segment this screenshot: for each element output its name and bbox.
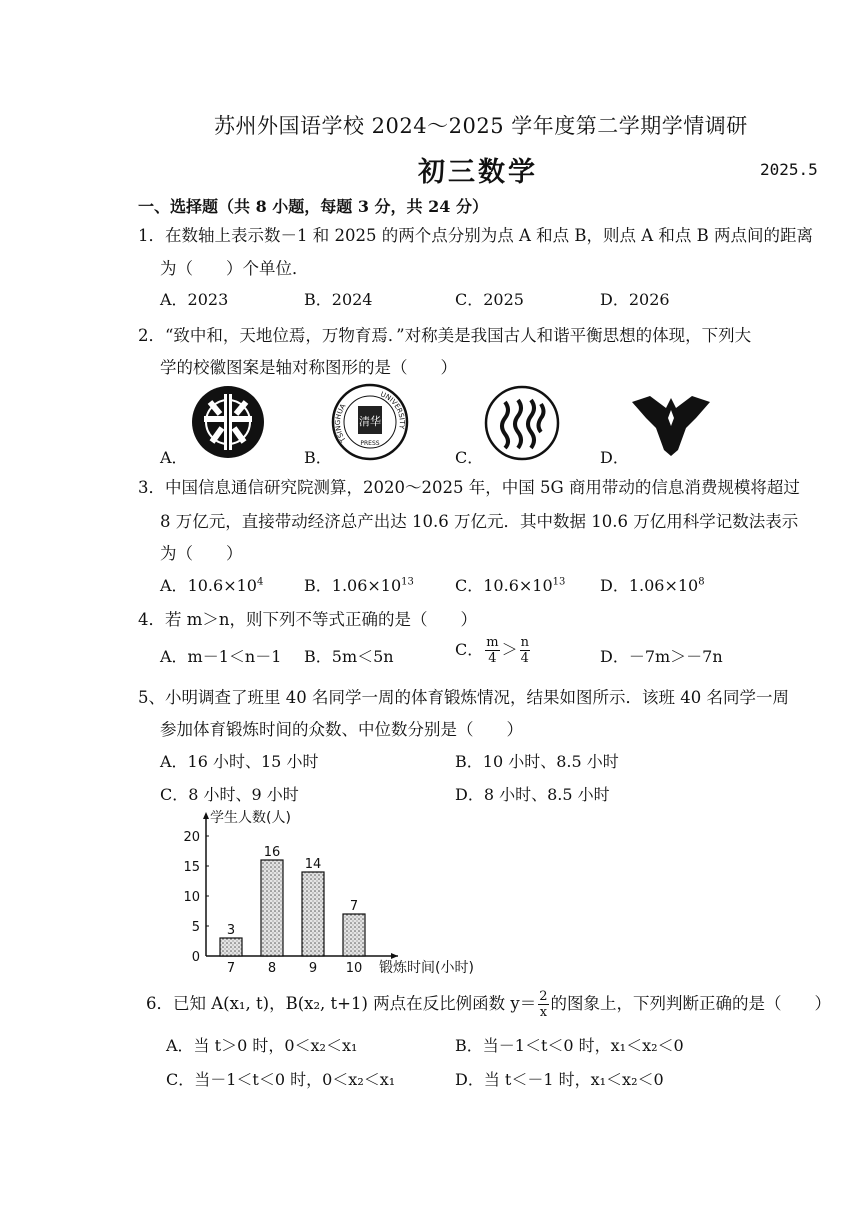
bar-8 <box>261 860 283 956</box>
q5-stem-line2: 参加体育锻炼时间的众数、中位数分别是（ ） <box>160 720 523 739</box>
x-axis-label: 锻炼时间(小时) <box>379 960 474 976</box>
logo-b-text-left: TSINGHUA <box>334 402 348 444</box>
q5-option-a: A．16 小时、15 小时 <box>160 752 319 771</box>
q2-option-d-label: D． <box>600 448 629 467</box>
exercise-time-bar-chart <box>170 806 490 981</box>
fraction-numerator: n <box>520 635 529 650</box>
q2-option-a-label: A． <box>160 448 188 467</box>
q6-fraction <box>538 990 548 1019</box>
q2-option-c-label: C． <box>455 448 484 467</box>
q3-option-b-exp: 13 <box>401 576 414 588</box>
x-tick-label: 8 <box>267 961 277 976</box>
q5-option-d: D．8 小时、8.5 小时 <box>455 785 610 804</box>
q4-stem: 4．若 m＞n，则下列不等式正确的是（ ） <box>138 610 478 629</box>
q6-option-c: C．当－1＜t＜0 时，0＜x₂＜x₁ <box>166 1070 396 1089</box>
q1-option-a: A．2023 <box>160 290 229 309</box>
exam-title: 苏州外国语学校 2024～2025 学年度第二学期学情调研 <box>214 114 748 138</box>
q3-stem-line1: 3．中国信息通信研究院测算，2020～2025 年，中国 5G 商用带动的信息消费规模将超过 <box>138 478 800 497</box>
svg-text:UNIVERSITY <box>379 390 406 430</box>
section-heading: 一、选择题（共 8 小题，每题 3 分，共 24 分） <box>138 197 488 216</box>
q6-stem <box>146 990 831 1019</box>
y-tick-label: 5 <box>191 920 200 935</box>
peking-university-logo <box>190 384 266 460</box>
q3-option-b <box>304 573 414 596</box>
bar-value-label: 14 <box>304 857 322 872</box>
fraction <box>520 636 530 665</box>
logo-b-center-text: 清华 <box>359 415 381 428</box>
q1-option-d: D．2026 <box>600 290 670 309</box>
q3-option-b-label: B． <box>304 576 332 595</box>
y-tick-label: 0 <box>191 950 200 965</box>
q3-option-d-exp: 8 <box>698 576 705 588</box>
q3-option-a-exp: 4 <box>256 576 264 588</box>
q6-option-b: B．当－1＜t＜0 时，x₁＜x₂＜0 <box>455 1036 684 1055</box>
q6-stem-suffix: 的图象上，下列判断正确的是（ ） <box>550 994 832 1013</box>
logo-b-text-right: UNIVERSITY <box>379 390 406 430</box>
q3-option-c <box>455 573 565 596</box>
q6-option-a: A．当 t＞0 时，0＜x₂＜x₁ <box>166 1036 358 1055</box>
exam-date: 2025.5 <box>760 160 818 179</box>
fraction-denominator: 4 <box>488 651 497 666</box>
fraction <box>485 636 499 665</box>
q2-stem-line2: 学的校徽图案是轴对称图形的是（ ） <box>160 358 457 377</box>
subject-title: 初三数学 <box>418 157 538 188</box>
q4-option-c-label: C． <box>455 640 484 659</box>
q3-option-a <box>160 573 263 596</box>
wavy-lines-logo <box>483 384 561 462</box>
bar-value-label: 3 <box>226 923 236 938</box>
q6-stem-prefix: 6．已知 A(x₁, t)，B(x₂, t+1) 两点在反比例函数 y＝ <box>146 994 537 1013</box>
bar-value-label: 7 <box>349 899 359 914</box>
q3-option-a-base: 10.6×10 <box>187 576 257 595</box>
q3-option-d-base: 1.06×10 <box>628 576 699 595</box>
q4-option-c <box>455 636 532 665</box>
y-axis-arrow <box>203 812 209 819</box>
q6-fraction-denominator: x <box>539 1005 548 1020</box>
q4-option-a: A．m－1＜n－1 <box>160 647 282 666</box>
q2-stem-line1: 2．“致中和，天地位焉，万物育焉．”对称美是我国古人和谐平衡思想的体现，下列大 <box>138 326 752 345</box>
q5-option-c: C．8 小时、9 小时 <box>160 785 299 804</box>
q3-option-d <box>600 573 705 596</box>
q2-option-b-label: B． <box>304 448 332 467</box>
fraction-denominator: 4 <box>520 651 529 666</box>
q1-option-c: C．2025 <box>455 290 524 309</box>
q4-option-b: B．5m＜5n <box>304 647 394 666</box>
x-tick-label: 7 <box>226 961 236 976</box>
q6-option-d: D．当 t＜－1 时，x₁＜x₂＜0 <box>455 1070 664 1089</box>
y-tick-label: 10 <box>183 890 200 905</box>
y-tick-label: 15 <box>183 860 200 875</box>
comparison-symbol: ＞ <box>501 640 518 659</box>
x-axis-arrow <box>391 953 398 959</box>
y-tick-label: 20 <box>183 830 200 845</box>
q1-stem-line1: 1．在数轴上表示数－1 和 2025 的两个点分别为点 A 和点 B，则点 A 和点 B 两点间的距离 <box>138 226 814 245</box>
q4-option-d: D．－7m＞－7n <box>600 647 723 666</box>
x-tick-label: 10 <box>345 961 363 976</box>
q3-option-d-label: D． <box>600 576 629 595</box>
q5-option-b: B．10 小时、8.5 小时 <box>455 752 619 771</box>
bar-value-label: 16 <box>263 845 281 860</box>
bar-7 <box>220 938 242 956</box>
q3-option-b-base: 1.06×10 <box>331 576 402 595</box>
q3-stem-line2: 8 万亿元，直接带动经济总产出达 10.6 万亿元．其中数据 10.6 万亿用科学记数法表示 <box>160 512 799 531</box>
q3-option-a-label: A． <box>160 576 188 595</box>
fraction-numerator: m <box>486 635 499 650</box>
q1-option-b: B．2024 <box>304 290 373 309</box>
q3-stem-line3: 为（ ） <box>160 544 243 563</box>
q1-stem-line2: 为（ ）个单位． <box>160 259 309 278</box>
bar-9 <box>302 872 324 956</box>
q3-option-c-exp: 13 <box>552 576 566 588</box>
q3-option-c-label: C． <box>455 576 484 595</box>
q3-option-c-base: 10.6×10 <box>483 576 553 595</box>
q5-stem-line1: 5、小明调查了班里 40 名同学一周的体育锻炼情况，结果如图所示．该班 40 名同学一周 <box>138 688 789 707</box>
tsinghua-press-logo <box>330 382 410 462</box>
eagle-logo <box>630 388 712 460</box>
logo-b-text-bottom: PRESS <box>360 440 380 447</box>
q6-fraction-numerator: 2 <box>539 989 548 1004</box>
y-axis-label: 学生人数(人) <box>210 810 291 826</box>
x-tick-label: 9 <box>308 961 318 976</box>
bar-10 <box>343 914 365 956</box>
